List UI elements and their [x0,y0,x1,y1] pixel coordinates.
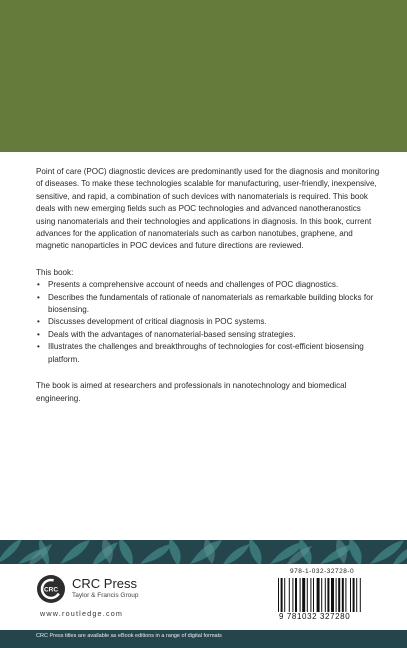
barcode-digits: 9 781032 327280 [279,612,351,621]
bullet-icon: • [37,342,40,352]
barcode-icon [276,578,383,612]
publisher-group: Taylor & Francis Group [72,592,139,599]
closing-paragraph: The book is aimed at researchers and professionals in nanotechnology and biomedical engineering. [36,381,347,403]
list-item [36,292,381,317]
bottom-strip [0,630,407,648]
list-item [36,329,381,341]
list-item-text: Deals with the advantages of nanomaterial-based sensing strategies. [48,329,296,339]
list-item-text: Describes the fundamentals of rationale of nanomaterials as remarkable building blocks for biosensing. [48,292,374,315]
list-item [36,316,381,328]
ebook-note: CRC Press titles are available as eBook editions in a range of digital formats [36,633,222,639]
list-item [36,341,381,366]
leaf-pattern-icon [0,540,407,564]
back-cover-text [36,166,381,405]
publisher-website: www.routledge.com [40,609,124,618]
isbn-number: 978-1-032-32728-0 [290,568,355,575]
list-item-text: Discusses development of critical diagnosis in POC systems. [48,317,267,327]
publisher-name: CRC Press [72,576,138,591]
logo-text: CRC [43,586,59,594]
list-item-text: Illustrates the challenges and breakthroughs of technologies for cost-efficient biosensing platform. [48,342,364,364]
bullet-icon: • [37,317,40,327]
cover-color-band [0,0,407,152]
crc-press-logo-icon [36,574,66,604]
bullet-icon: • [37,280,40,290]
description-paragraph: Point of care (POC) diagnostic devices are predominantly used for the diagnosis and monitoring of diseases. To make these technologies scalable for manufacturing, user-friendly, inexpensive, sensitive, and rapid, a combination of such devices with nanomaterials is required. This book deals with new emerging fields such as POC technologies and advanced nanotheranostics using nanomaterials and their technologies and applications in diagnosis. In this book, current advances for the application of nanomaterials such as carbon nanotubes, graphene, and magnetic nanoparticles in POC devices and future directions are reviewed. [36,167,380,251]
feature-list [36,279,381,366]
list-item [36,279,381,291]
list-item-text: Presents a comprehensive account of needs and challenges of POC diagnostics. [48,280,339,290]
bullet-icon: • [37,292,40,302]
intro-line: This book: [36,267,74,277]
leaf-pattern-band [0,540,407,564]
bullet-icon: • [37,329,40,339]
